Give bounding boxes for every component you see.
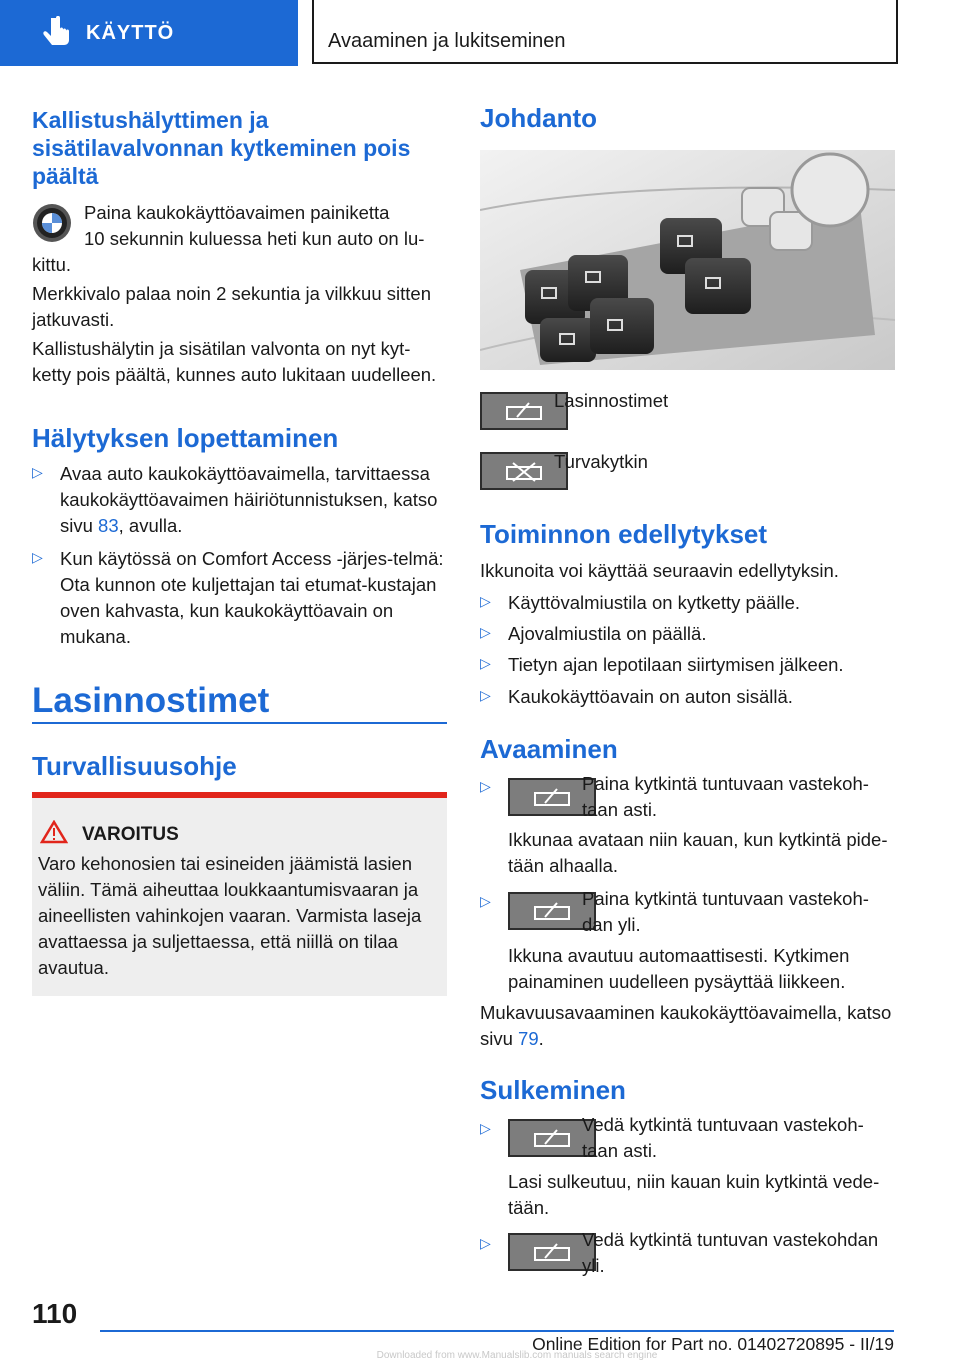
text-line: Paina kytkintä tuntuvaan vastekoh‐	[582, 888, 869, 909]
bmw-key-button-icon	[32, 203, 72, 243]
section-title: Sulkeminen	[480, 1075, 626, 1105]
bullet-triangle-icon: ▷	[32, 464, 43, 480]
text: Avaa auto kaukokäyttöavaimella, tarvittaessa kaukokäyttöavaimen häiriötunnistuksen, katso sivu	[60, 463, 438, 536]
text-line: taan asti.	[582, 1140, 658, 1161]
page-header	[312, 0, 898, 64]
list-item	[480, 684, 895, 710]
chapter-title: Lasinnostimet	[32, 681, 270, 720]
section-label: KÄYTTÖ	[86, 21, 175, 44]
text-line: kittu.	[32, 254, 72, 275]
list-item-text	[582, 1227, 897, 1279]
list-item-text: Tietyn ajan lepotilaan siirtymisen jälkeen.	[508, 654, 844, 675]
text: Mukavuusavaaminen kaukokäyttöavaimella, katso sivu	[480, 1002, 892, 1049]
page-title: Avaaminen ja lukitseminen	[328, 30, 566, 52]
list-item-text: Ajovalmiustila on päällä.	[508, 623, 707, 644]
subsection-title-line: päältä	[32, 163, 99, 189]
paragraph	[480, 1000, 895, 1052]
list-item	[32, 461, 450, 539]
list-item-text	[582, 771, 897, 823]
section-title: Avaaminen	[480, 734, 618, 764]
list-item-text: Kaukokäyttöavain on auton sisällä.	[508, 686, 793, 707]
key-instruction	[84, 200, 454, 252]
paragraph: Ikkunaa avataan niin kauan, kun kytkintä pide‐tään alhaalla.	[508, 829, 888, 876]
page-link[interactable]: 79	[518, 1028, 539, 1049]
page-number: 110	[32, 1298, 78, 1329]
section-title: Hälytyksen lopettaminen	[32, 423, 339, 453]
list-item-text	[582, 1112, 897, 1164]
text: .	[538, 1028, 544, 1049]
subsection-title-line: sisätilavalvonnan kytkeminen pois	[32, 135, 411, 161]
list-item	[480, 590, 895, 616]
text-line: taan asti.	[582, 799, 658, 820]
paragraph: Lasi sulkeutuu, niin kauan kuin kytkintä vede‐tään.	[508, 1171, 880, 1218]
bullet-triangle-icon: ▷	[480, 624, 491, 640]
page-link[interactable]: 83	[98, 515, 119, 536]
list-item	[480, 652, 895, 678]
bullet-triangle-icon: ▷	[32, 549, 43, 565]
hand-icon	[36, 13, 76, 53]
warning-text: Varo kehonosien tai esineiden jäämistä lasien väliin. Tämä aiheuttaa loukkaantumisvaaran ja aineellisten vahinkojen vaaran. Varmista laseja avattaessa ja suljettaessa, että niillä on tilaa avautua.	[38, 853, 422, 978]
bullet-triangle-icon: ▷	[480, 687, 491, 703]
text: , avulla.	[118, 515, 183, 536]
paragraph: Merkkivalo palaa noin 2 sekuntia ja vilkkuu sitten jatkuvasti.	[32, 283, 431, 330]
watermark: Downloaded from www.Manualslib.com manuals search engine	[376, 1350, 658, 1361]
bullet-triangle-icon: ▷	[480, 655, 491, 671]
text-line: Vedä kytkintä tuntuvan vastekohdan	[582, 1229, 879, 1250]
bullet-triangle-icon: ▷	[480, 778, 491, 794]
warning-box	[32, 792, 447, 996]
window-switch-photo	[480, 150, 895, 370]
list-item	[480, 621, 895, 647]
subsection-title-line: Kallistushälyttimen ja	[32, 107, 269, 133]
footer-rule	[100, 1330, 894, 1332]
legend-label: Turvakytkin	[554, 451, 648, 472]
list-item	[32, 546, 450, 650]
section-title: Johdanto	[480, 103, 597, 133]
text-line: Paina kytkintä tuntuvaan vastekoh‐	[582, 773, 869, 794]
section-tab[interactable]	[0, 0, 298, 66]
list-item-text: Käyttövalmiustila on kytketty päälle.	[508, 592, 801, 613]
subsection-title	[32, 106, 452, 190]
text-line: 10 sekunnin kuluessa heti kun auto on lu‐	[84, 228, 425, 249]
text-line: Vedä kytkintä tuntuvaan vastekoh‐	[582, 1114, 864, 1135]
list-item-text: Kun käytössä on Comfort Access ‑järjes‐telmä: Ota kunnon ote kuljettajan tai etumat‐kustajan oven kahvasta, kun kaukokäyttöavain on mukana.	[60, 548, 444, 647]
section-title: Toiminnon edellytykset	[480, 519, 768, 549]
bullet-triangle-icon: ▷	[480, 1120, 491, 1136]
warning-icon	[40, 820, 68, 849]
bullet-triangle-icon: ▷	[480, 1235, 491, 1251]
bullet-triangle-icon: ▷	[480, 593, 491, 609]
paragraph: Ikkunoita voi käyttää seuraavin edellytyksin.	[480, 560, 839, 581]
chapter-rule	[32, 722, 447, 724]
bullet-triangle-icon: ▷	[480, 893, 491, 909]
warning-label: VAROITUS	[82, 823, 179, 845]
text-line: yli.	[582, 1255, 605, 1276]
edition-text: Online Edition for Part no. 01402720895 - II/19	[532, 1334, 894, 1354]
legend-label: Lasinnostimet	[554, 390, 669, 411]
text-line: dan yli.	[582, 914, 641, 935]
paragraph: Kallistushälytin ja sisätilan valvonta on nyt kyt‐ketty pois päältä, kunnes auto lukitaan uudelleen.	[32, 338, 437, 385]
paragraph: Ikkuna avautuu automaattisesti. Kytkimen painaminen uudelleen pysäyttää liikkeen.	[508, 945, 850, 992]
list-item-text	[582, 886, 897, 938]
text-line: Paina kaukokäyttöavaimen painiketta	[84, 202, 390, 223]
section-title: Turvallisuusohje	[32, 751, 237, 781]
